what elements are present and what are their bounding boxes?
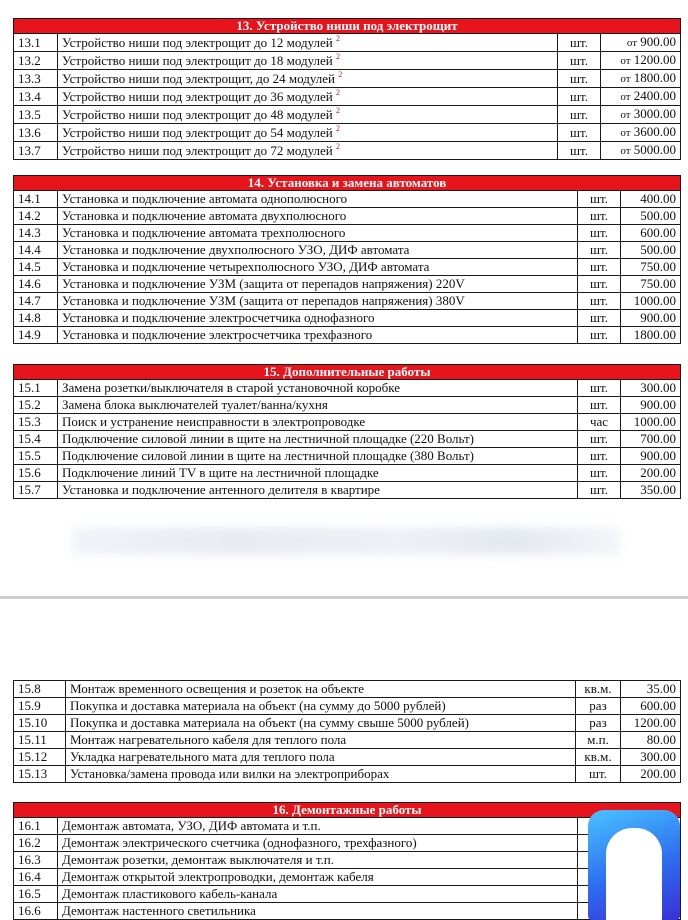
section-13 (13, 18, 680, 160)
section-title: 16. Демонтажные работы (14, 803, 681, 818)
row-unit: шт. (558, 142, 601, 160)
table-row (14, 327, 681, 344)
row-unit: шт. (578, 448, 621, 465)
table-row (14, 835, 681, 852)
price-value: 1800.00 (633, 70, 677, 85)
row-unit: шт. (578, 276, 621, 293)
row-number: 13.3 (14, 70, 58, 88)
row-name (58, 34, 558, 52)
row-unit: шт. (558, 88, 601, 106)
row-number: 16.5 (14, 886, 58, 903)
section-15 (13, 364, 680, 499)
table-row (14, 715, 681, 732)
row-name: Установка и подключение автомата трехполюсного (58, 225, 578, 242)
footnote-mark: 2 (336, 105, 340, 115)
row-number: 15.6 (14, 465, 58, 482)
row-name-text: Устройство ниши под электрощит до 36 модулей (62, 88, 333, 104)
table-row (14, 225, 681, 242)
row-name: Замена блока выключателей туалет/ванна/кухня (58, 397, 578, 414)
row-number: 14.7 (14, 293, 58, 310)
logo-arch-shape (606, 828, 662, 920)
row-number: 14.9 (14, 327, 58, 344)
section-14 (13, 175, 680, 344)
footnote-mark: 2 (338, 69, 343, 79)
blurred-text-region (72, 527, 620, 555)
table-row (14, 482, 681, 499)
table-row (14, 276, 681, 293)
row-unit: шт. (578, 397, 621, 414)
row-number: 13.1 (14, 34, 58, 52)
row-price: 750.00 (621, 259, 681, 276)
row-unit: раз (576, 715, 621, 732)
price-value: 5000.00 (633, 142, 677, 157)
row-number: 16.3 (14, 852, 58, 869)
row-name-text: Устройство ниши под электрощит до 72 модулей (62, 142, 333, 158)
row-name: Замена розетки/выключателя в старой установочной коробке (58, 380, 578, 397)
row-name (58, 124, 558, 142)
table-row (14, 191, 681, 208)
row-name: Покупка и доставка материала на объект (на сумму до 5000 рублей) (66, 698, 576, 715)
page-break-divider (0, 596, 688, 599)
row-name: Установка и подключение двухполюсного УЗО, ДИФ автомата (58, 242, 578, 259)
row-price: 500.00 (621, 242, 681, 259)
price-prefix: от (620, 55, 631, 67)
section-header (14, 365, 681, 380)
table-row (14, 465, 681, 482)
row-name: Поиск и устранение неисправности в электропроводке (58, 414, 578, 431)
row-unit: шт. (578, 380, 621, 397)
table-row (14, 208, 681, 225)
row-name: Установка и подключение электросчетчика однофазного (58, 310, 578, 327)
row-unit: шт. (578, 482, 621, 499)
row-price: 750.00 (621, 276, 681, 293)
price-prefix: от (626, 37, 638, 49)
price-table-16 (13, 802, 681, 920)
table-row (14, 380, 681, 397)
table-row (14, 142, 681, 160)
price-table-15-continued (13, 680, 681, 783)
section-header (14, 176, 681, 191)
footnote-mark: 2 (336, 87, 340, 97)
row-number: 16.4 (14, 869, 58, 886)
row-number: 15.4 (14, 431, 58, 448)
table-row (14, 293, 681, 310)
row-number: 15.1 (14, 380, 58, 397)
row-name: Монтаж нагревательного кабеля для теплого пола (66, 732, 576, 749)
table-row (14, 698, 681, 715)
row-number: 14.6 (14, 276, 58, 293)
row-number: 14.8 (14, 310, 58, 327)
row-price: 200.00 (621, 766, 681, 783)
price-table-13 (13, 18, 681, 160)
table-row (14, 681, 681, 698)
price-prefix: от (620, 91, 631, 103)
row-price (601, 124, 681, 142)
table-row (14, 34, 681, 52)
row-price: 1000.00 (621, 293, 681, 310)
table-row (14, 903, 681, 920)
table-row (14, 259, 681, 276)
row-unit: шт. (558, 106, 601, 124)
row-price (601, 52, 681, 70)
row-number: 16.6 (14, 903, 58, 920)
row-unit: м.п. (576, 732, 621, 749)
section-title: 14. Установка и замена автоматов (14, 176, 681, 191)
footnote-mark: 2 (336, 123, 340, 133)
row-price: 900.00 (621, 397, 681, 414)
table-row (14, 448, 681, 465)
row-number: 14.4 (14, 242, 58, 259)
row-unit: шт. (578, 327, 621, 344)
table-row (14, 431, 681, 448)
table-row (14, 88, 681, 106)
row-unit: шт. (558, 34, 601, 52)
row-number: 16.1 (14, 818, 58, 835)
price-value: 3600.00 (633, 124, 677, 139)
row-price: 80.00 (621, 732, 681, 749)
row-unit: шт. (558, 124, 601, 142)
row-number: 15.9 (14, 698, 66, 715)
row-price: 900.00 (621, 310, 681, 327)
price-prefix: от (620, 109, 631, 121)
row-unit: шт. (578, 208, 621, 225)
row-price: 600.00 (621, 698, 681, 715)
table-row (14, 869, 681, 886)
table-row (14, 70, 681, 88)
row-name (58, 52, 558, 70)
row-price: 300.00 (621, 749, 681, 766)
table-row (14, 818, 681, 835)
price-prefix: от (620, 127, 631, 139)
row-name: Демонтаж автомата, УЗО, ДИФ автомата и т.п. (58, 818, 578, 835)
row-unit: кв.м. (576, 681, 621, 698)
footnote-mark: 2 (336, 51, 340, 61)
row-unit: шт. (578, 225, 621, 242)
price-prefix: от (620, 145, 631, 157)
table-row (14, 766, 681, 783)
row-name: Установка и подключение УЗМ (защита от перепадов напряжения) 380V (58, 293, 578, 310)
row-number: 14.3 (14, 225, 58, 242)
row-name: Установка и подключение четырехполюсного УЗО, ДИФ автомата (58, 259, 578, 276)
row-name (58, 70, 558, 88)
row-price: 200.00 (621, 465, 681, 482)
row-number: 15.3 (14, 414, 58, 431)
row-number: 15.5 (14, 448, 58, 465)
row-unit: шт. (558, 70, 601, 88)
row-name-text: Устройство ниши под электрощит до 48 модулей (62, 106, 333, 122)
row-number: 15.8 (14, 681, 66, 698)
section-15-continued (13, 680, 680, 783)
row-name: Демонтаж пластикового кабель-канала (58, 886, 578, 903)
row-price (601, 142, 681, 160)
row-name: Покупка и доставка материала на объект (на сумму свыше 5000 рублей) (66, 715, 576, 732)
table-row (14, 852, 681, 869)
row-price: 35.00 (621, 681, 681, 698)
row-unit: шт. (578, 293, 621, 310)
section-16 (13, 802, 680, 920)
row-price: 900.00 (621, 448, 681, 465)
table-row (14, 414, 681, 431)
row-number: 14.1 (14, 191, 58, 208)
row-price: 1000.00 (621, 414, 681, 431)
row-number: 14.5 (14, 259, 58, 276)
price-value: 2400.00 (633, 88, 677, 103)
section-header (14, 803, 681, 818)
table-row (14, 124, 681, 142)
row-name: Установка и подключение антенного делителя в квартире (58, 482, 578, 499)
row-price (601, 106, 681, 124)
row-name: Демонтаж открытой электропроводки, демонтаж кабеля (58, 869, 578, 886)
row-price (601, 70, 681, 88)
row-name: Подключение силовой линии в щите на лестничной площадке (220 Вольт) (58, 431, 578, 448)
row-name-text: Устройство ниши под электрощит, до 24 модулей (62, 70, 336, 86)
table-row (14, 106, 681, 124)
table-row (14, 242, 681, 259)
row-name (58, 88, 558, 106)
section-title: 13. Устройство ниши под электрощит (14, 19, 681, 34)
row-name: Подключение силовой линии в щите на лестничной площадке (380 Вольт) (58, 448, 578, 465)
row-name: Монтаж временного освещения и розеток на объекте (66, 681, 576, 698)
row-unit: шт. (558, 52, 601, 70)
table-row (14, 749, 681, 766)
price-prefix: от (620, 73, 631, 85)
price-table-15 (13, 364, 681, 499)
row-number: 13.4 (14, 88, 58, 106)
row-unit: кв.м. (576, 749, 621, 766)
row-number: 15.7 (14, 482, 58, 499)
row-unit: шт. (578, 310, 621, 327)
row-number: 13.2 (14, 52, 58, 70)
row-price: 400.00 (621, 191, 681, 208)
table-row (14, 732, 681, 749)
row-name-text: Устройство ниши под электрощит до 18 модулей (62, 52, 333, 68)
table-row (14, 310, 681, 327)
row-price: 1800.00 (621, 327, 681, 344)
row-name: Установка и подключение электросчетчика трехфазного (58, 327, 578, 344)
row-name-text: Устройство ниши под электрощит до 54 модулей (62, 124, 333, 140)
row-price: 300.00 (621, 380, 681, 397)
footnote-mark: 2 (336, 141, 340, 151)
row-name: Демонтаж электрического счетчика (однофазного, трехфазного) (58, 835, 578, 852)
row-price (601, 88, 681, 106)
row-unit: час (578, 414, 621, 431)
row-name: Установка и подключение УЗМ (защита от перепадов напряжения) 220V (58, 276, 578, 293)
row-price: 500.00 (621, 208, 681, 225)
row-unit: шт. (578, 191, 621, 208)
row-name: Установка/замена провода или вилки на электроприборах (66, 766, 576, 783)
row-unit: шт. (578, 465, 621, 482)
row-name-text: Устройство ниши под электрощит до 12 модулей (62, 34, 333, 50)
row-number: 15.2 (14, 397, 58, 414)
row-number: 15.13 (14, 766, 66, 783)
row-name (58, 142, 558, 160)
footnote-mark: 2 (336, 33, 340, 43)
app-logo-icon (588, 810, 680, 920)
row-unit: раз (576, 698, 621, 715)
row-number: 15.11 (14, 732, 66, 749)
row-name: Демонтаж настенного светильника (58, 903, 578, 920)
table-row (14, 52, 681, 70)
row-number: 14.2 (14, 208, 58, 225)
table-row (14, 886, 681, 903)
row-name: Установка и подключение автомата двухполюсного (58, 208, 578, 225)
row-number: 15.12 (14, 749, 66, 766)
section-header (14, 19, 681, 34)
price-value: 900.00 (640, 34, 677, 49)
row-name: Демонтаж розетки, демонтаж выключателя и т.п. (58, 852, 578, 869)
row-unit: шт. (576, 766, 621, 783)
row-name: Укладка нагревательного мата для теплого пола (66, 749, 576, 766)
section-title: 15. Дополнительные работы (14, 365, 681, 380)
row-price: 1200.00 (621, 715, 681, 732)
row-name: Установка и подключение автомата однополюсного (58, 191, 578, 208)
row-number: 13.5 (14, 106, 58, 124)
row-name: Подключение линий TV в щите на лестничной площадке (58, 465, 578, 482)
row-unit: шт. (578, 431, 621, 448)
row-price (601, 34, 681, 52)
row-number: 13.6 (14, 124, 58, 142)
price-value: 1200.00 (633, 52, 677, 67)
row-name (58, 106, 558, 124)
price-table-14 (13, 175, 681, 344)
table-row (14, 397, 681, 414)
row-number: 15.10 (14, 715, 66, 732)
row-number: 16.2 (14, 835, 58, 852)
row-price: 350.00 (621, 482, 681, 499)
row-unit: шт. (578, 259, 621, 276)
row-price: 600.00 (621, 225, 681, 242)
row-unit: шт. (578, 242, 621, 259)
price-value: 3000.00 (633, 106, 677, 121)
row-number: 13.7 (14, 142, 58, 160)
row-price: 700.00 (621, 431, 681, 448)
